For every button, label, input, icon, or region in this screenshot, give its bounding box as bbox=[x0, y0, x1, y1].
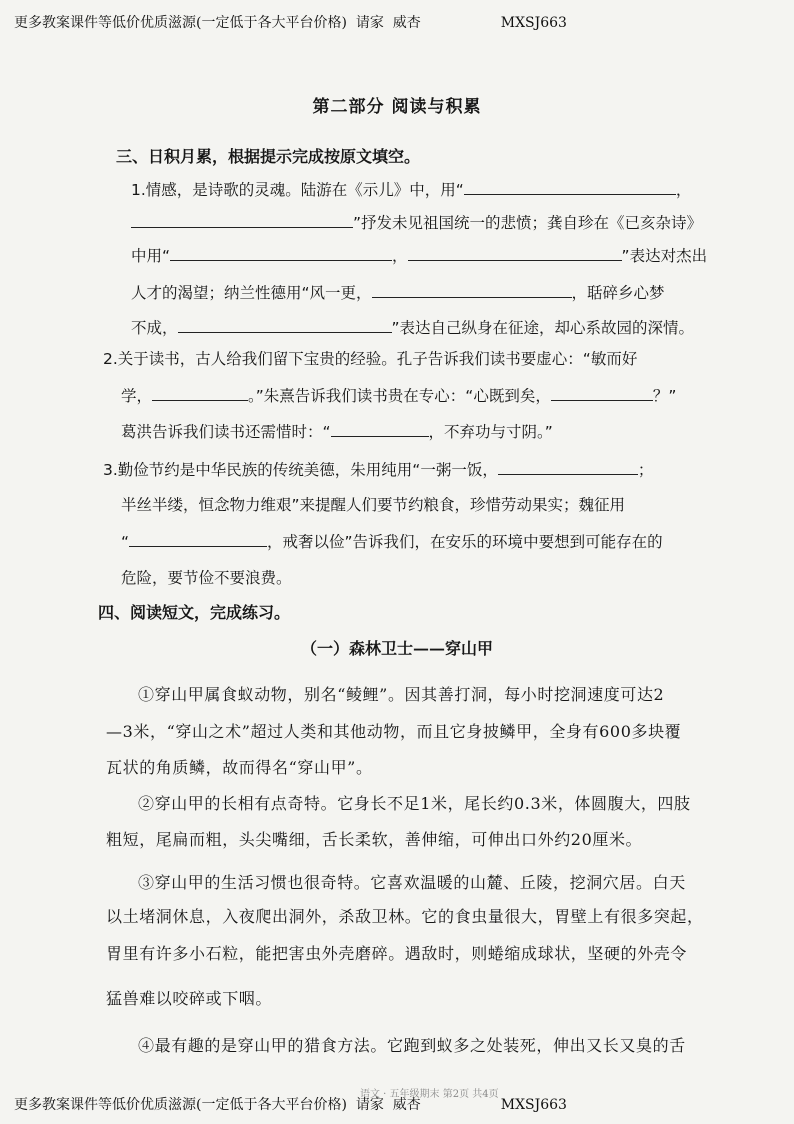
q1-line5: 不成， ”表达自己纵身在征途，却心系故园的深情。 bbox=[131, 319, 695, 337]
q2-line1: 2.关于读书，古人给我们留下宝贵的经验。孔子告诉我们读书要虚心：“敏而好 bbox=[103, 350, 638, 368]
q1-line3: 中用“ ， ”表达对杰出 bbox=[131, 247, 708, 265]
blank-input[interactable] bbox=[408, 246, 622, 261]
q1-line1: 1.情感，是诗歌的灵魂。陆游在《示儿》中，用“ ， bbox=[131, 181, 692, 199]
watermark-text: 更多教案课件等低价优质滋源(一定低于各大平台价格) 请家 威杏 bbox=[14, 15, 421, 31]
passage-title: （一）森林卫士——穿山甲 bbox=[300, 639, 493, 658]
blank-input[interactable] bbox=[131, 213, 353, 228]
blank-input[interactable] bbox=[331, 422, 429, 437]
passage-line: 粗短，尾扁而粗，头尖嘴细，舌长柔软，善伸缩，可伸出口外约20厘米。 bbox=[106, 830, 643, 849]
watermark-top bbox=[14, 12, 567, 32]
q3-line1: 3.勤俭节约是中华民族的传统美德，朱用纯用“一粥一饭， ； bbox=[103, 461, 654, 479]
passage-line: ①穿山甲属食蚁动物，别名“鲮鲤”。因其善打洞，每小时挖洞速度可达2 bbox=[138, 685, 665, 704]
section4-heading: 四、阅读短文，完成练习。 bbox=[98, 603, 291, 622]
watermark-code: MXSJ663 bbox=[500, 1097, 567, 1113]
passage-line: ③穿山甲的生活习惯也很奇特。它喜欢温暖的山麓、丘陵，挖洞穴居。白天 bbox=[138, 873, 686, 892]
passage-line: 猛兽难以咬碎或下咽。 bbox=[106, 989, 273, 1008]
q1-line4: 人才的渴望；纳兰性德用“风一更， ，聒碎乡心梦 bbox=[131, 284, 665, 302]
q3-line2: 半丝半缕，恒念物力维艰”来提醒人们要节约粮食，珍惜劳动果实；魏征用 bbox=[121, 496, 626, 514]
part-title: 第二部分 阅读与积累 bbox=[312, 97, 482, 117]
q3-line3: “ ，戒奢以俭”告诉我们，在安乐的环境中要想到可能存在的 bbox=[121, 533, 663, 551]
passage-line: —3米，“穿山之术”超过人类和其他动物，而且它身披鳞甲，全身有600多块覆 bbox=[106, 722, 682, 741]
blank-input[interactable] bbox=[464, 180, 676, 195]
q1-line2: ”抒发未见祖国统一的悲愤；龚自珍在《已亥杂诗》 bbox=[131, 211, 702, 233]
section3-heading: 三、日积月累，根据提示完成按原文填空。 bbox=[116, 147, 421, 166]
passage-line: 胃里有许多小石粒，能把害虫外壳磨碎。遇敌时，则蜷缩成球状，坚硬的外壳令 bbox=[106, 944, 688, 963]
blank-input[interactable] bbox=[178, 318, 392, 333]
passage-line: 以土堵洞休息，入夜爬出洞外，杀敌卫林。它的食虫量很大，胃壁上有很多突起， bbox=[106, 907, 704, 926]
watermark-code: MXSJ663 bbox=[500, 15, 567, 31]
blank-input[interactable] bbox=[498, 460, 638, 475]
passage-line: ④最有趣的是穿山甲的猎食方法。它跑到蚁多之处装死，伸出又长又臭的舌 bbox=[138, 1036, 686, 1055]
passage-line: ②穿山甲的长相有点奇特。它身长不足1米，尾长约0.3米，体圆腹大，四肢 bbox=[138, 794, 691, 813]
passage-line: 瓦状的角质鳞，故而得名“穿山甲”。 bbox=[106, 758, 373, 777]
blank-input[interactable] bbox=[372, 283, 572, 298]
blank-input[interactable] bbox=[170, 246, 392, 261]
q3-line4: 危险，要节俭不要浪费。 bbox=[121, 569, 292, 587]
blank-input[interactable] bbox=[551, 386, 653, 401]
blank-input[interactable] bbox=[129, 532, 267, 547]
q2-line2: 学， 。”朱熹告诉我们读书贵在专心：“心既到矣， ？” bbox=[121, 387, 677, 405]
q2-line3: 葛洪告诉我们读书还需惜时：“ ，不弃功与寸阴。” bbox=[121, 423, 553, 441]
watermark-bottom bbox=[14, 1094, 567, 1114]
blank-input[interactable] bbox=[152, 386, 248, 401]
watermark-text: 更多教案课件等低价优质滋源(一定低于各大平台价格) 请家 威杏 bbox=[14, 1097, 421, 1113]
page-footer: 语文 · 五年级期末 第2页 共4页 bbox=[360, 1089, 499, 1100]
